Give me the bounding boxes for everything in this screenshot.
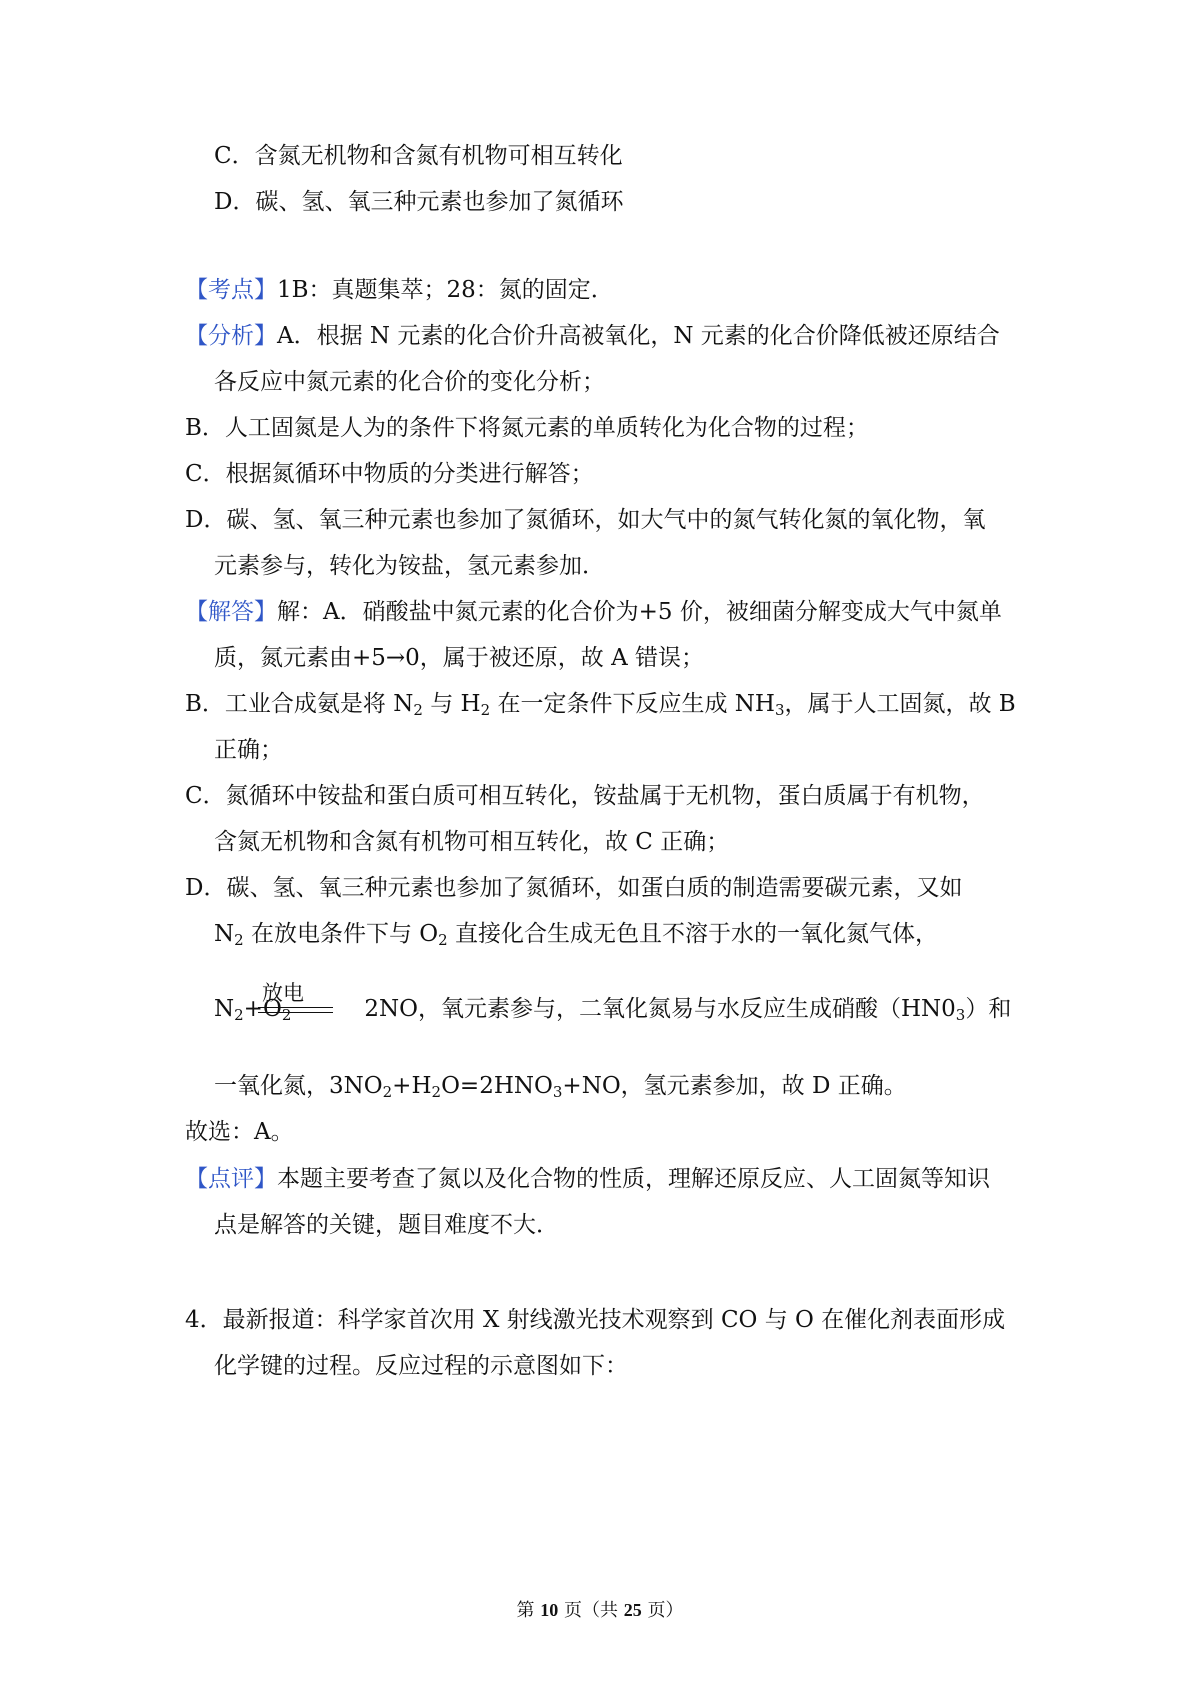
jieda-text-1: 解：A．硝酸盐中氮元素的化合价为+5 价，被细菌分解变成大气中氮单 (277, 599, 1002, 625)
reaction-condition: 放电 (262, 981, 304, 1005)
jieda-line-1 (185, 597, 1002, 627)
jieda-b-1: B．工业合成氨是将 $N_2$ 与 $H_2$ 在一定条件下反应生成 $NH_3$，属于人工固氮，故 B (185, 691, 1016, 719)
page-total: 25 (623, 1600, 642, 1620)
kaodian-line (185, 275, 614, 305)
option-c: C．含氮无机物和含氮有机物可相互转化 (214, 143, 623, 169)
jieda-tag: 【解答】 (185, 599, 277, 625)
answer-line: 故选：A。 (185, 1119, 294, 1145)
option-d: D．碳、氢、氧三种元素也参加了氮循环 (214, 189, 624, 215)
dianping-line-2: 点是解答的关键，题目难度不大． (214, 1212, 559, 1238)
jieda-c-2: 含氮无机物和含氮有机物可相互转化，故 C 正确； (214, 829, 730, 855)
fenxi-text-1: A．根据 N 元素的化合价升高被氧化，N 元素的化合价降低被还原结合 (277, 323, 1000, 349)
page-number: 10 (540, 1600, 559, 1620)
jieda-line-2: 质，氮元素由+5→0，属于被还原，故 A 错误； (214, 645, 705, 671)
dianping-text-1: 本题主要考查了氮以及化合物的性质，理解还原反应、人工固氮等知识 (277, 1166, 990, 1192)
question-4-line-1: 4．最新报道：科学家首次用 X 射线激光技术观察到 CO 与 O 在催化剂表面形成 (185, 1307, 1006, 1333)
jieda-d-2: $N_2$ 在放电条件下与 $O_2$ 直接化合生成无色且不溶于水的一氧化氮气体， (214, 921, 939, 949)
jieda-b-2: 正确； (214, 737, 283, 763)
page-footer: 第 10 页（共 25 页） (516, 1600, 684, 1621)
fenxi-d-1: D．碳、氢、氧三种元素也参加了氮循环，如大气中的氮气转化氮的氧化物，氧 (185, 507, 986, 533)
dianping-tag: 【点评】 (185, 1166, 277, 1192)
jieda-d-4: 一氧化氮，$3NO_2+H_2O=2HNO_3+NO$，氢元素参加，故 D 正确。 (214, 1073, 907, 1101)
jieda-d-3: $N_2+O_2$ 2NO，氧元素参与，二氧化氮易与水反应生成硝酸$(HN0_3)$和 (214, 996, 1012, 1024)
kaodian-text: 1B：真题集萃；28：氮的固定． (277, 277, 614, 303)
jieda-c-1: C．氮循环中铵盐和蛋白质可相互转化，铵盐属于无机物，蛋白质属于有机物， (185, 783, 985, 809)
fenxi-b: B．人工固氮是人为的条件下将氮元素的单质转化为化合物的过程； (185, 415, 869, 441)
kaodian-tag: 【考点】 (185, 277, 277, 303)
jieda-d-1: D．碳、氢、氧三种元素也参加了氮循环，如蛋白质的制造需要碳元素，又如 (185, 875, 963, 901)
fenxi-c: C．根据氮循环中物质的分类进行解答； (185, 461, 594, 487)
dianping-line-1 (185, 1164, 990, 1194)
fenxi-tag: 【分析】 (185, 323, 277, 349)
fenxi-line-2: 各反应中氮元素的化合价的变化分析； (214, 369, 605, 395)
fenxi-d-2: 元素参与，转化为铵盐，氢元素参加． (214, 553, 605, 579)
fenxi-line-1 (185, 321, 1000, 351)
question-4-line-2: 化学键的过程。反应过程的示意图如下： (214, 1353, 628, 1379)
